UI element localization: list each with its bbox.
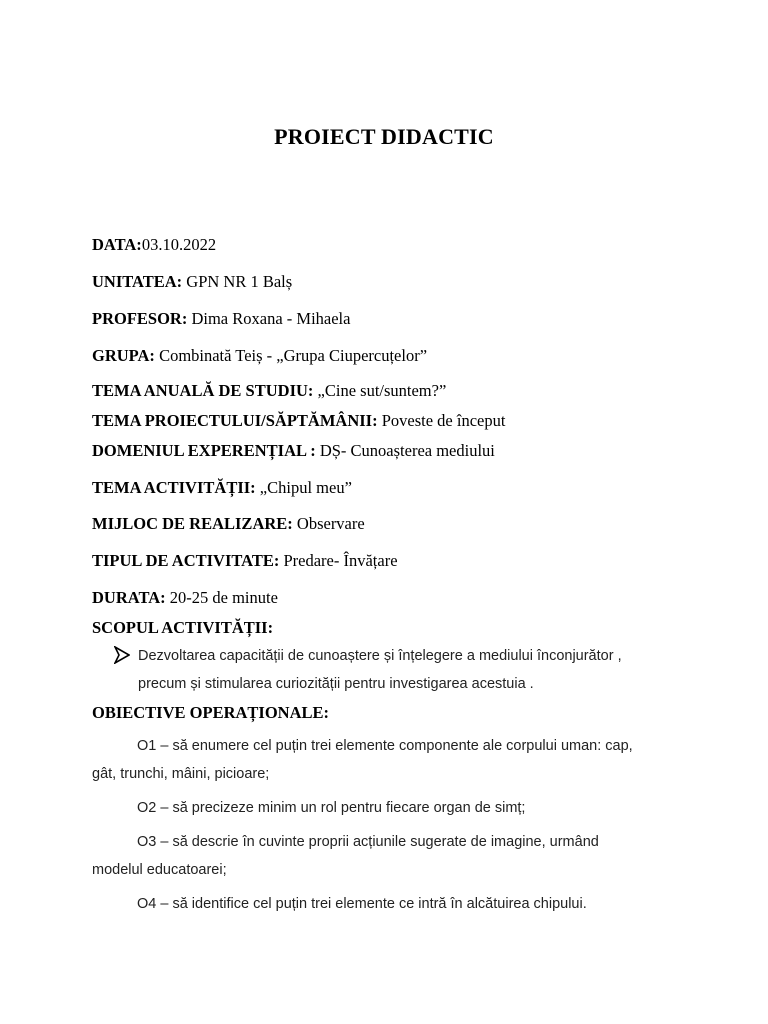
scopul-line-2: precum și stimularea curiozității pentru investigarea acestuia . (138, 676, 534, 692)
field-profesor (92, 309, 350, 329)
field-unitatea (92, 272, 292, 292)
objective-o2: O2 – să precizeze minim un rol pentru fiecare organ de simț; (137, 800, 526, 816)
field-durata-value: 20-25 de minute (165, 588, 278, 607)
field-mijloc (92, 514, 365, 534)
objective-o3-line-2: modelul educatoarei; (92, 862, 227, 878)
field-data-label: DATA: (92, 235, 142, 254)
field-tema-anuala-value: „Cine sut/suntem?” (313, 381, 447, 400)
scopul-heading-text: SCOPUL ACTIVITĂȚII: (92, 618, 274, 637)
field-tema-anuala-label: TEMA ANUALĂ DE STUDIU: (92, 381, 314, 400)
field-domeniul-label: DOMENIUL EXPERENȚIAL : (92, 441, 316, 460)
field-unitatea-label: UNITATEA: (92, 272, 183, 291)
objective-o4: O4 – să identifice cel puțin trei elemente ce intră în alcătuirea chipului. (137, 896, 587, 912)
field-tema-activitatii (92, 478, 352, 498)
page-title: PROIECT DIDACTIC (274, 124, 494, 149)
field-tema-proiectului (92, 411, 505, 431)
field-profesor-value: Dima Roxana - Mihaela (187, 309, 351, 328)
field-tema-activitatii-label: TEMA ACTIVITĂȚII: (92, 478, 256, 497)
obiective-heading-text: OBIECTIVE OPERAȚIONALE: (92, 703, 330, 722)
objective-o1-line-1: O1 – să enumere cel puțin trei elemente componente ale corpului uman: cap, (137, 738, 633, 754)
field-tipul (92, 551, 398, 571)
field-tipul-value: Predare- Învățare (279, 551, 398, 570)
field-data (92, 235, 216, 255)
field-tipul-label: TIPUL DE ACTIVITATE: (92, 551, 280, 570)
field-grupa-value: Combinată Teiș - „Grupa Ciupercuțelor” (154, 346, 428, 365)
field-mijloc-value: Observare (292, 514, 365, 533)
objective-o3-line-1: O3 – să descrie în cuvinte proprii acțiunile sugerate de imagine, urmând (137, 834, 599, 850)
field-grupa (92, 346, 427, 366)
field-domeniul (92, 441, 495, 461)
field-tema-activitatii-value: „Chipul meu” (255, 478, 352, 497)
objective-o1-line-2: gât, trunchi, mâini, picioare; (92, 766, 270, 782)
field-durata (92, 588, 278, 608)
obiective-heading (92, 703, 329, 723)
field-profesor-label: PROFESOR: (92, 309, 188, 328)
scopul-heading (92, 618, 273, 638)
field-unitatea-value: GPN NR 1 Balș (182, 272, 293, 291)
field-data-value: 03.10.2022 (141, 235, 217, 254)
field-tema-proiectului-value: Poveste de început (377, 411, 506, 430)
scopul-line-1: Dezvoltarea capacității de cunoaștere și înțelegere a mediului înconjurător , (138, 648, 622, 664)
field-domeniul-value: DȘ- Cunoașterea mediului (315, 441, 495, 460)
field-tema-proiectului-label: TEMA PROIECTULUI/SĂPTĂMÂNII: (92, 411, 378, 430)
field-tema-anuala (92, 381, 446, 401)
field-durata-label: DURATA: (92, 588, 166, 607)
field-grupa-label: GRUPA: (92, 346, 155, 365)
arrow-bullet-icon (114, 646, 130, 664)
field-mijloc-label: MIJLOC DE REALIZARE: (92, 514, 293, 533)
